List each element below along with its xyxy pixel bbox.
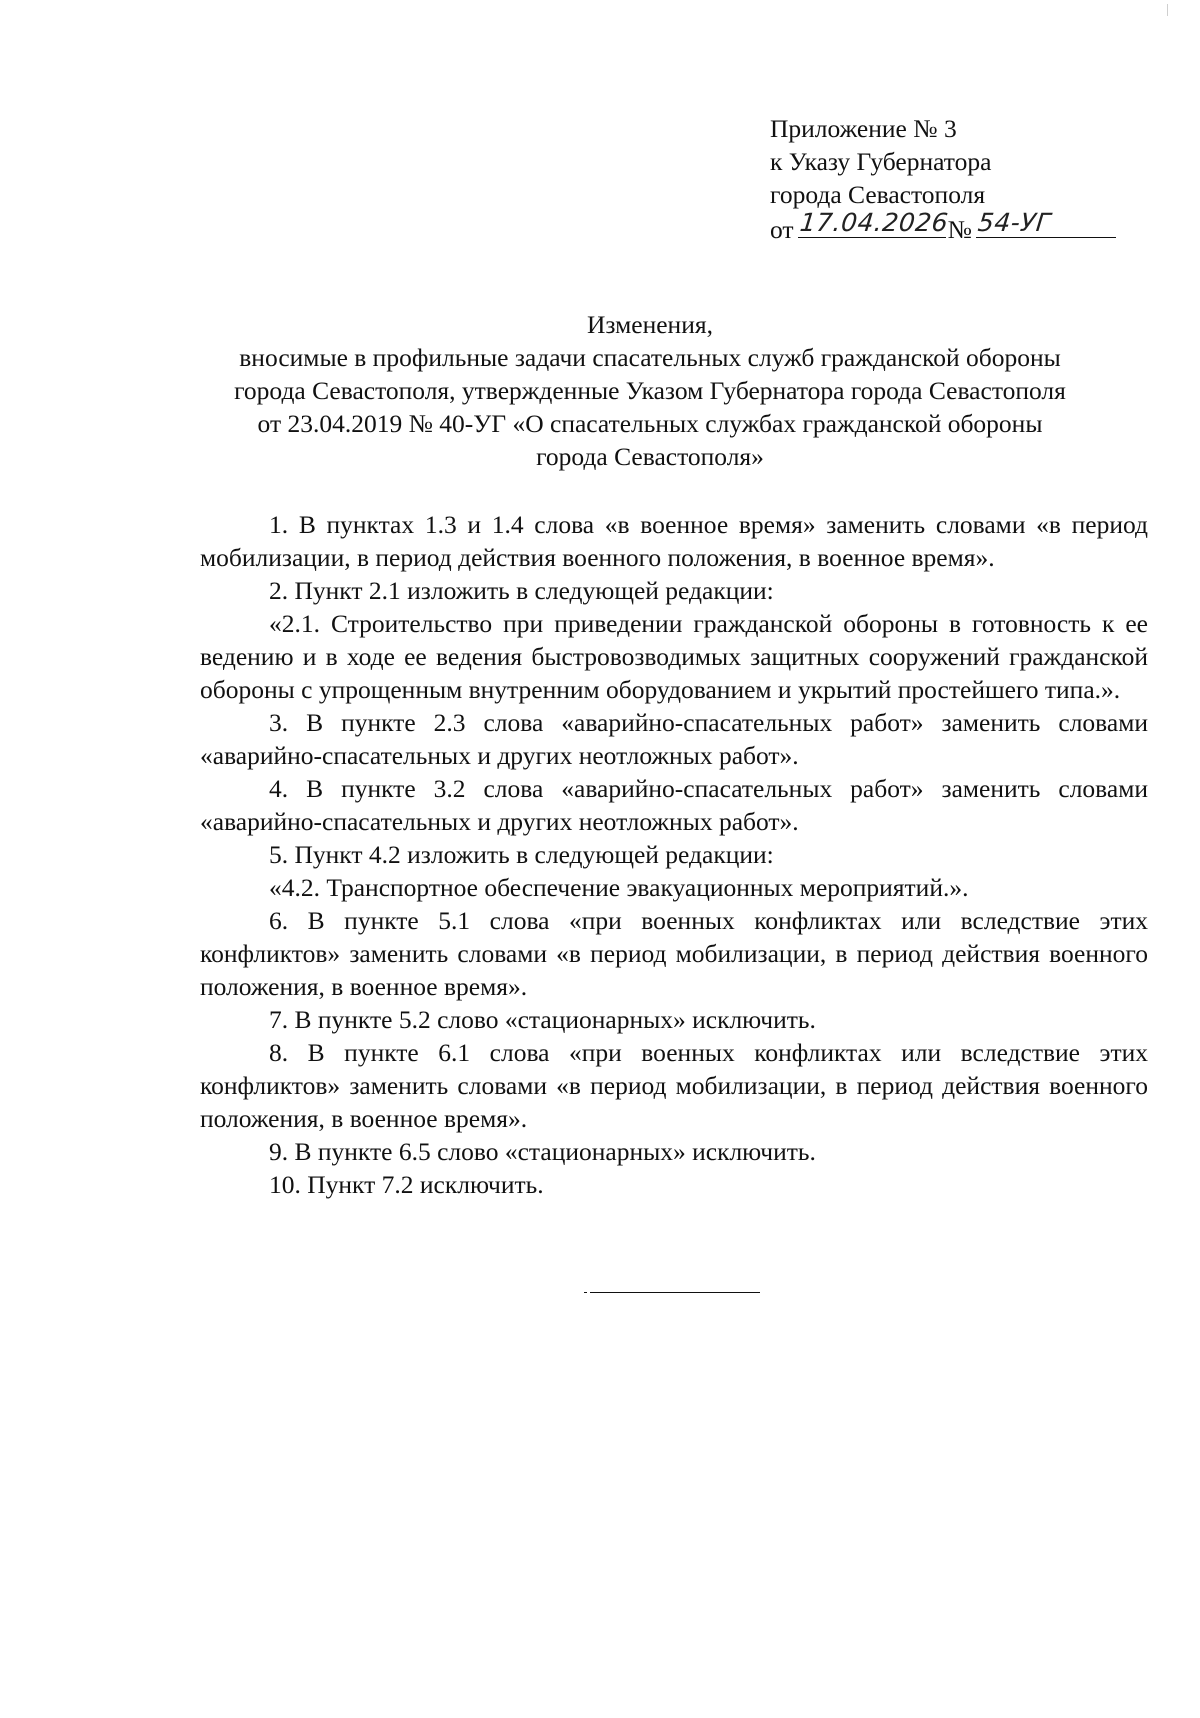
handwritten-date: 17.04.2026 — [798, 208, 950, 237]
number-blank — [976, 208, 1116, 238]
item-4: 4. В пункте 3.2 слова «аварийно-спасательных работ» заменить словами «аварийно-спасательных и других неотложных работ». — [200, 774, 1148, 836]
title-heading: Изменения, — [587, 310, 713, 339]
item-2: 2. Пункт 2.1 изложить в следующей редакции: — [269, 576, 774, 605]
end-divider — [590, 1292, 760, 1293]
item-6: 6. В пункте 5.1 слова «при военных конфликтах или вследствие этих конфликтов» заменить словами «в период мобилизации, в период действия военного положения, в военное время». — [200, 906, 1148, 1001]
title-line-2: города Севастополя, утвержденные Указом Губернатора города Севастополя — [234, 376, 1066, 405]
item-9: 9. В пункте 6.5 слово «стационарных» исключить. — [269, 1137, 816, 1166]
title-line-1: вносимые в профильные задачи спасательных служб гражданской обороны — [239, 343, 1061, 372]
item-10: 10. Пункт 7.2 исключить. — [269, 1170, 544, 1199]
appendix-line-2: к Указу Губернатора — [770, 147, 992, 176]
item-8: 8. В пункте 6.1 слова «при военных конфликтах или вследствие этих конфликтов» заменить словами «в период мобилизации, в период действия военного положения, в военное время». — [200, 1038, 1148, 1133]
appendix-line-1: Приложение № 3 — [770, 114, 957, 143]
document-body — [200, 508, 1148, 1201]
item-2-quote: «2.1. Строительство при приведении гражданской обороны в готовность к ее ведению и в ходе ее ведения быстровозводимых защитных сооружений гражданской обороны с упрощенным внутренним оборудованием и укрытий простейшего типа.». — [200, 609, 1148, 704]
appendix-block — [770, 112, 1150, 246]
title-line-3: от 23.04.2019 № 40-УГ «О спасательных службах гражданской обороны — [257, 409, 1043, 438]
item-1: 1. В пунктах 1.3 и 1.4 слова «в военное время» заменить словами «в период мобилизации, в период действия военного положения, в военное время». — [200, 510, 1148, 572]
scan-mark — [1167, 4, 1168, 16]
document-title — [160, 308, 1140, 473]
appendix-line-3: города Севастополя — [770, 180, 986, 209]
date-prefix: от — [770, 215, 794, 244]
item-7: 7. В пункте 5.2 слово «стационарных» исключить. — [269, 1005, 816, 1034]
item-3: 3. В пункте 2.3 слова «аварийно-спасательных работ» заменить словами «аварийно-спасательных и других неотложных работ». — [200, 708, 1148, 770]
item-5: 5. Пункт 4.2 изложить в следующей редакции: — [269, 840, 774, 869]
handwritten-number: 54-УГ — [976, 208, 1052, 237]
item-5-quote: «4.2. Транспортное обеспечение эвакуационных мероприятий.». — [269, 873, 969, 902]
date-blank — [798, 208, 950, 238]
appendix-date-line — [770, 208, 1150, 246]
title-line-4: города Севастополя» — [536, 442, 764, 471]
number-prefix: № — [947, 215, 972, 244]
